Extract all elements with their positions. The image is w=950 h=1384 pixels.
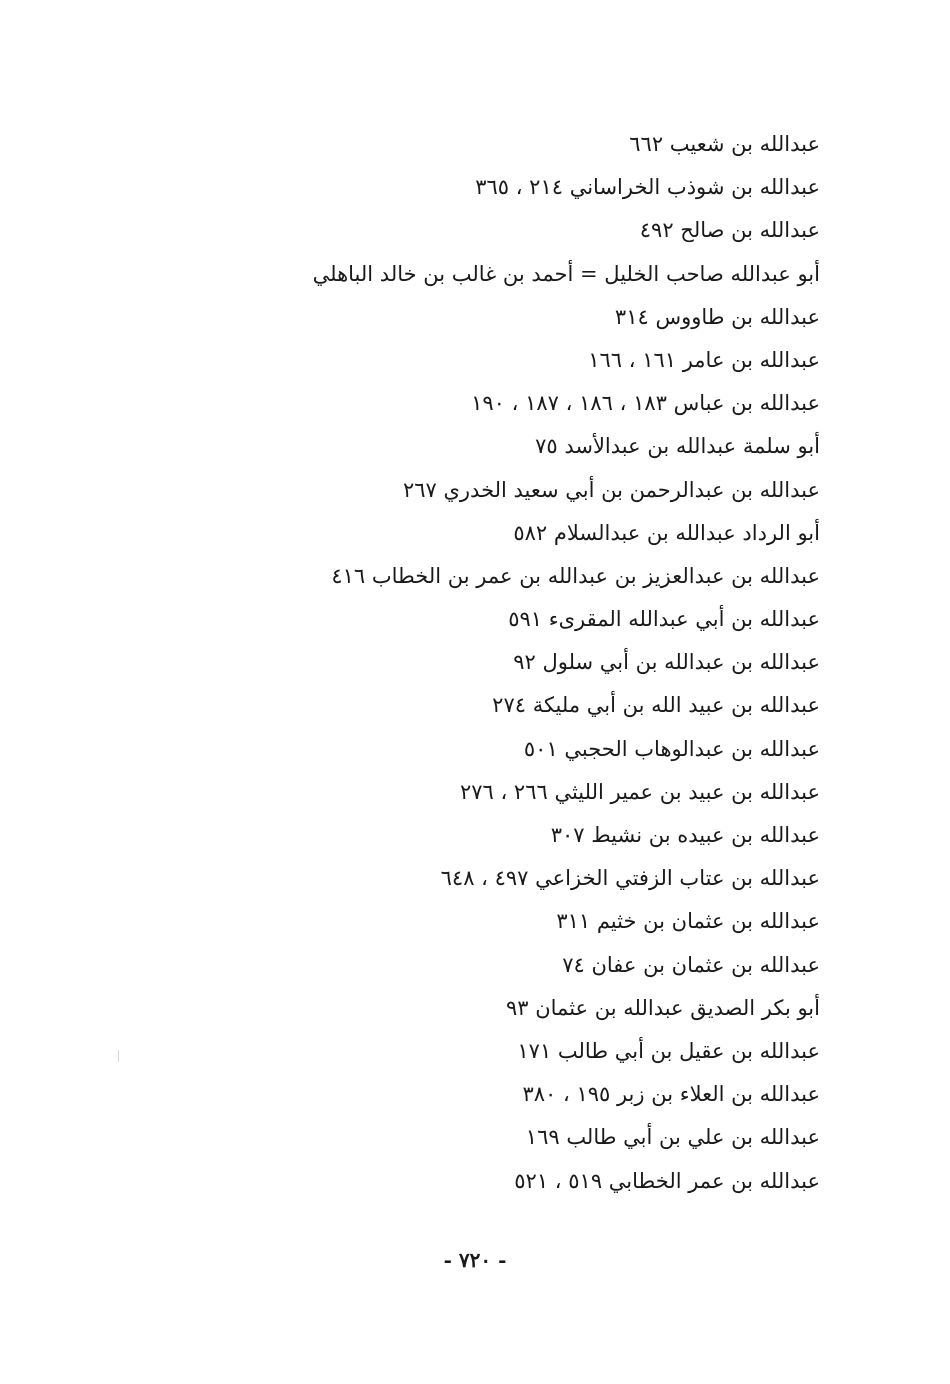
index-entry: عبدالله بن العلاء بن زبر ١٩٥ ، ٣٨٠	[522, 1082, 820, 1107]
index-entry: عبدالله بن عبدالرحمن بن أبي سعيد الخدري ٢٦٧	[402, 477, 820, 502]
index-entry: عبدالله بن عبدالعزيز بن عبدالله بن عمر بن الخطاب ٤١٦	[331, 563, 820, 588]
index-entry: عبدالله بن صالح ٤٩٢	[639, 218, 820, 243]
index-entry: عبدالله بن عبدالوهاب الحجبي ٥٠١	[523, 736, 820, 761]
page-number: - ٧٢٠ -	[443, 1248, 507, 1272]
index-entry: عبدالله بن عتاب الزفتي الخزاعي ٤٩٧ ، ٦٤٨	[440, 866, 820, 891]
index-entry: عبدالله بن طاووس ٣١٤	[614, 304, 820, 329]
index-entry: عبدالله بن عقيل بن أبي طالب ١٧١	[517, 1038, 820, 1063]
index-entry: عبدالله بن شوذب الخراساني ٢١٤ ، ٣٦٥	[475, 175, 820, 200]
index-entry: عبدالله بن عبدالله بن أبي سلول ٩٢	[513, 650, 820, 675]
index-entry: عبدالله بن علي بن أبي طالب ١٦٩	[525, 1125, 820, 1150]
index-entry: أبو سلمة عبدالله بن عبدالأسد ٧٥	[535, 434, 820, 459]
index-entry: أبو عبدالله صاحب الخليل = أحمد بن غالب بن خالد الباهلي	[312, 261, 820, 286]
index-entry: عبدالله بن عباس ١٨٣ ، ١٨٦ ، ١٨٧ ، ١٩٠	[471, 391, 820, 416]
index-entry: عبدالله بن أبي عبدالله المقرىء ٥٩١	[508, 607, 820, 632]
index-entry: أبو بكر الصديق عبدالله بن عثمان ٩٣	[506, 995, 820, 1020]
scan-mark	[118, 1050, 119, 1062]
index-entry: عبدالله بن عمر الخطابي ٥١٩ ، ٥٢١	[514, 1168, 820, 1193]
index-entry: أبو الرداد عبدالله بن عبدالسلام ٥٨٢	[513, 520, 820, 545]
index-entry: عبدالله بن عثمان بن خثيم ٣١١	[556, 909, 820, 934]
index-entry: عبدالله بن شعيب ٦٦٢	[629, 132, 820, 156]
index-entry: عبدالله بن عثمان بن عفان ٧٤	[562, 952, 820, 977]
index-entry: عبدالله بن عبيده بن نشيط ٣٠٧	[550, 823, 820, 847]
index-entry: عبدالله بن عامر ١٦١ ، ١٦٦	[588, 347, 820, 372]
index-list	[220, 123, 820, 1203]
index-entry: عبدالله بن عبيد بن عمير الليثي ٢٦٦ ، ٢٧٦	[459, 779, 820, 804]
index-entry: عبدالله بن عبيد الله بن أبي مليكة ٢٧٤	[492, 693, 820, 718]
